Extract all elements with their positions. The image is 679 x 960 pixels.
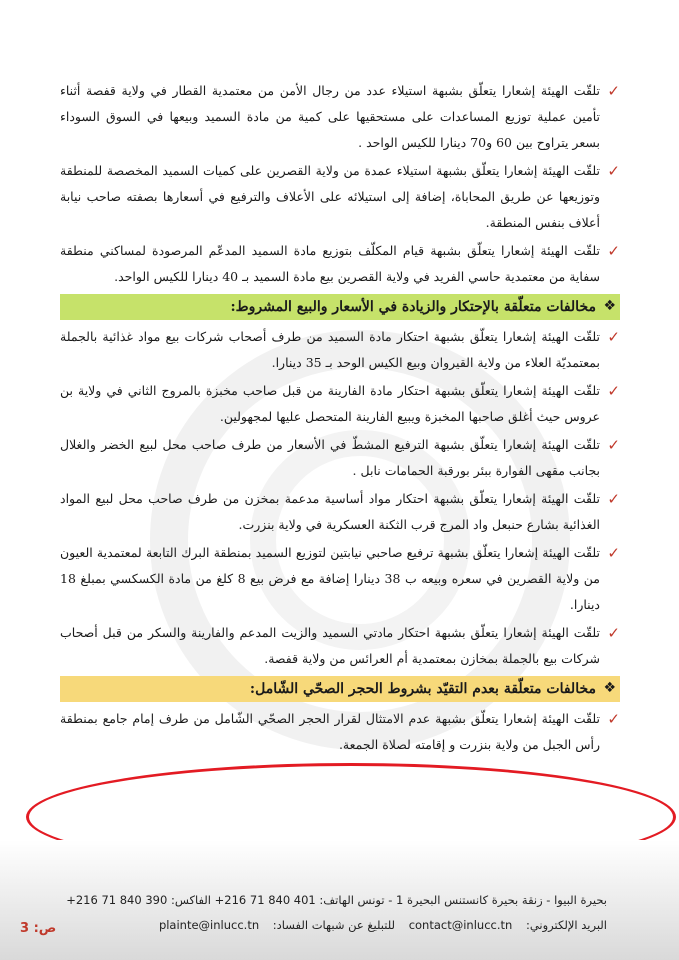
section-heading-text: مخالفات متعلّقة بالإحتكار والزيادة في الأسعار والبيع المشروط: (230, 299, 596, 315)
list-item (60, 378, 620, 430)
item-text: تلقّت الهيئة إشعارا يتعلّق بشبهة قيام المكلّف بتوزيع مادة السميد المدعّم المرصودة لمساكني منطقة سفاية من معتمدية حاسي الفريد في ولاية القصرين بيع مادة السميد بـ 40 دينارا للكيس الواحد. (60, 243, 600, 284)
item-text: تلقّت الهيئة إشعارا يتعلّق بشبهة احتكار مادتي السميد والزيت المدعم والفارينة والسكر من قبل أصحاب شركات بيع بالجملة بمخازن بمعتمدية أم العرائس من ولاية قفصة. (60, 625, 600, 666)
item-text: تلقّت الهيئة إشعارا يتعلّق بشبهة ترفيع صاحبي نيابتين لتوزيع السميد بمنطقة البرك التابعة لمعتمدية العيون من ولاية القصرين في سعره وبيعه ب 38 دينارا إضافة مع فرض بيع 8 كلغ من مادة الكسكسي بمبلغ 18 دينارا. (60, 545, 600, 612)
report-email-link[interactable]: plainte@inlucc.tn (158, 918, 260, 932)
checkmark-icon: ✓ (607, 328, 620, 346)
list-item (60, 78, 620, 156)
checkmark-icon: ✓ (607, 710, 620, 728)
list-item (60, 324, 620, 376)
item-text: تلقّت الهيئة إشعارا يتعلّق بشبهة الترفيع المشطّ في الأسعار من طرف صاحب محل لبيع الخضر والغلال بجانب مقهى الفوارة ببئر بورقبة الحمامات نابل . (60, 437, 600, 478)
checkmark-icon: ✓ (607, 544, 620, 562)
footer-address: بحيرة البيوا - زنقة بحيرة كانستنس البحيرة 1 - تونس الهاتف: 401 840 71 216+ الفاكس: 390 840 71 216+ (66, 893, 607, 907)
item-text: تلقّت الهيئة إشعارا يتعلّق بشبهة احتكار مواد أساسية مدعمة بمخزن من طرف صاحب محل لبيع المواد الغذائية بشارع حنبعل واد المرج قرب الثكنة العسكرية في ولاية بنزرت. (60, 491, 600, 532)
item-text: تلقّت الهيئة إشعارا يتعلّق بشبهة استيلاء عدد من رجال الأمن من معتمدية القطار في ولاية قفصة أثناء تأمين عملية توزيع المساعدات على مستحقيها على كمية من مادة السميد وبيعها في السوق السوداء بسعر يتراوح بين 60 و70 دينارا للكيس الواحد . (60, 83, 600, 150)
item-text: تلقّت الهيئة إشعارا يتعلّق بشبهة احتكار مادة الفارينة من قبل صاحب مخبزة بالمروج الثاني في ولاية بن عروس حيث أغلق صاحبها المخبزة ويبيع الفارينة المتحصل عليها لمجهولين. (60, 383, 600, 424)
list-item (60, 238, 620, 290)
list-item (60, 486, 620, 538)
section-heading-text: مخالفات متعلّقة بعدم التقيّد بشروط الحجر الصحّي الشّامل: (249, 681, 596, 697)
checkmark-icon: ✓ (607, 242, 620, 260)
report-label: للتبليغ عن شبهات الفساد: (272, 918, 396, 932)
checkmark-icon: ✓ (607, 162, 620, 180)
document-content (60, 78, 620, 760)
page-number: ص: 3 (20, 921, 57, 936)
footer-contacts (149, 917, 607, 933)
section-heading (60, 676, 620, 702)
checkmark-icon: ✓ (607, 490, 620, 508)
item-text: تلقّت الهيئة إشعارا يتعلّق بشبهة عدم الامتثال لقرار الحجر الصحّي الشّامل من طرف إمام جامع بمنطقة رأس الجبل من ولاية بنزرت و إقامته لصلاة الجمعة. (60, 711, 600, 752)
list-item (60, 706, 620, 758)
diamond-bullet-icon: ❖ (603, 680, 616, 696)
checkmark-icon: ✓ (607, 82, 620, 100)
item-text: تلقّت الهيئة إشعارا يتعلّق بشبهة احتكار مادة السميد من طرف أصحاب شركات بيع مواد غذائية بالجملة بمعتمديّة العلاء من ولاية القيروان وبيع الكيس الوحد بـ 35 دينارا. (60, 329, 600, 370)
item-text: تلقّت الهيئة إشعارا يتعلّق بشبهة استيلاء عمدة من ولاية القصرين على كميات السميد المخصصة للمنطقة وتوزيعها عن طريق المحاباة، إضافة إلى استيلائه على الأعلاف والترفيع في أسعارها بصفته صاحب نيابة أعلاف بنفس المنطقة. (60, 163, 600, 230)
checkmark-icon: ✓ (607, 382, 620, 400)
email-link[interactable]: contact@inlucc.tn (408, 918, 513, 932)
diamond-bullet-icon: ❖ (603, 298, 616, 314)
list-item (60, 620, 620, 672)
list-item (60, 432, 620, 484)
list-item (60, 540, 620, 618)
checkmark-icon: ✓ (607, 436, 620, 454)
checkmark-icon: ✓ (607, 624, 620, 642)
list-item (60, 158, 620, 236)
email-label: البريد الإلكتروني: (525, 918, 607, 932)
section-heading (60, 294, 620, 320)
